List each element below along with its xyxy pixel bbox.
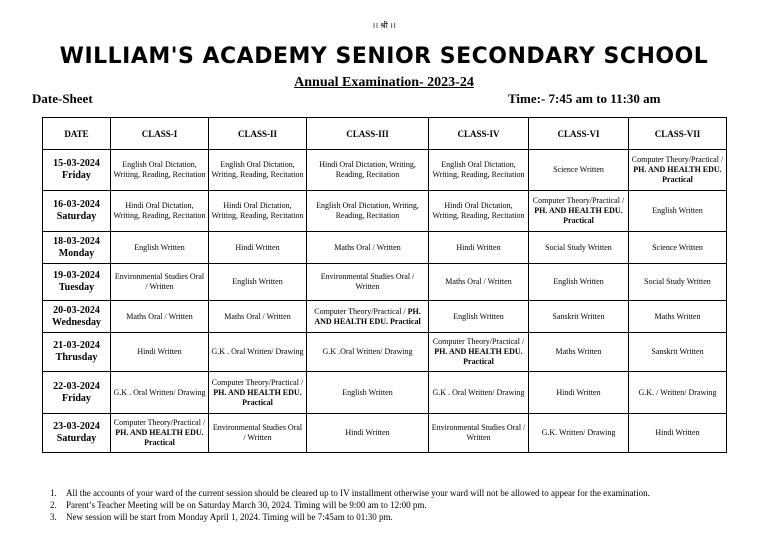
exam-date-cell	[43, 333, 111, 372]
subject-cell	[629, 414, 727, 453]
subject-bold-text: PH. AND HEALTH EDU. Practical	[314, 306, 421, 326]
table-row	[43, 264, 727, 301]
exam-day: Saturday	[56, 433, 97, 444]
subject-text: Computer Theory/Practical /	[432, 337, 525, 346]
table-row	[43, 372, 727, 414]
exam-day: Friday	[62, 392, 91, 404]
date-sheet-table	[42, 117, 727, 453]
subject-text: Hindi Oral Dictation, Writing, Reading, Recitation	[319, 160, 416, 179]
subject-cell	[209, 333, 307, 372]
subject-cell	[209, 414, 307, 453]
subject-cell	[209, 301, 307, 333]
subject-text: English Written	[134, 242, 185, 252]
subject-cell	[629, 150, 727, 191]
subject-bold-text: PH. AND HEALTH EDU. Practical	[633, 165, 722, 184]
subject-cell	[307, 264, 429, 301]
subject-cell	[111, 264, 209, 301]
subject-text: Hindi Written	[655, 428, 700, 437]
column-header: DATE	[43, 118, 111, 150]
subject-text: Computer Theory/Practical /	[113, 418, 206, 427]
exam-title: Annual Examination- 2023-24	[294, 75, 474, 90]
subject-cell	[209, 372, 307, 414]
subject-text: English Written	[453, 311, 504, 321]
subject-cell	[429, 232, 529, 264]
subject-cell	[429, 150, 529, 191]
table-body	[43, 150, 727, 453]
exam-date-cell	[43, 150, 111, 191]
exam-date: 18-03-2024	[53, 235, 100, 247]
note-number: 2.	[50, 500, 57, 510]
subject-cell	[429, 333, 529, 372]
exam-date: 15-03-2024	[53, 158, 100, 169]
subject-cell	[629, 372, 727, 414]
subject-cell	[429, 191, 529, 232]
subject-text: Social Study Written	[545, 242, 612, 252]
subject-text: Maths Oral / Written	[334, 242, 401, 252]
subject-text: Hindi Written	[456, 242, 501, 252]
subject-text: Computer Theory/Practical /	[532, 196, 625, 205]
subject-text: Environmental Studies Oral / Written	[114, 272, 205, 291]
column-header: CLASS-III	[307, 118, 429, 150]
note-text: All the accounts of your ward of the current session should be cleared up to IV installment otherwise your ward will not be allowed to appear for the examination.	[66, 488, 650, 498]
subject-cell	[529, 264, 629, 301]
subject-cell	[209, 264, 307, 301]
subject-text: Computer Theory/Practical /	[211, 377, 304, 387]
subject-text: G.K . Oral Written/ Drawing	[432, 387, 525, 397]
note-item	[50, 499, 650, 511]
subject-text: English Written	[553, 277, 604, 286]
exam-date-cell	[43, 264, 111, 301]
subject-cell	[529, 372, 629, 414]
subject-cell	[209, 232, 307, 264]
subject-text: English Oral Dictation, Writing, Reading, Recitation	[211, 160, 304, 179]
exam-date: 19-03-2024	[53, 270, 100, 281]
notes-list	[50, 487, 650, 523]
subject-cell	[307, 372, 429, 414]
column-header: CLASS-I	[111, 118, 209, 150]
subject-cell	[529, 333, 629, 372]
exam-date-cell	[43, 191, 111, 232]
subject-cell	[111, 150, 209, 191]
subject-text: G.K. / Written/ Drawing	[638, 387, 717, 397]
subject-text: English Written	[652, 206, 703, 215]
subject-cell	[307, 232, 429, 264]
subject-text: G.K . Oral Written/ Drawing	[211, 347, 304, 356]
subject-cell	[111, 414, 209, 453]
exam-date-cell	[43, 232, 111, 264]
subject-text: Maths Oral / Written	[224, 311, 291, 321]
subject-cell	[111, 232, 209, 264]
exam-date-cell	[43, 372, 111, 414]
note-item	[50, 511, 650, 523]
exam-day: Monday	[58, 247, 95, 259]
subject-text: G.K . Oral Written/ Drawing	[113, 387, 206, 397]
subject-cell	[111, 333, 209, 372]
subject-cell	[111, 301, 209, 333]
subject-cell	[629, 333, 727, 372]
exam-date: 21-03-2024	[53, 340, 100, 351]
subject-cell	[209, 150, 307, 191]
exam-date: 22-03-2024	[53, 380, 100, 392]
subject-text: Hindi Oral Dictation, Writing, Reading, Recitation	[113, 201, 206, 220]
subject-cell	[111, 191, 209, 232]
subject-cell	[629, 301, 727, 333]
exam-date: 23-03-2024	[53, 421, 100, 432]
subject-cell	[529, 191, 629, 232]
exam-timing: Time:- 7:45 am to 11:30 am	[508, 91, 661, 106]
school-name: WILLIAM'S ACADEMY SENIOR SECONDARY SCHOOL	[59, 44, 709, 69]
note-text: Parent’s Teacher Meeting will be on Saturday March 30, 2024. Timing will be 9:00 am to 12:00 pm.	[66, 500, 427, 510]
subject-text: Hindi Written	[345, 428, 390, 437]
subject-cell	[209, 191, 307, 232]
date-sheet-label: Date-Sheet	[32, 91, 93, 106]
subject-text: English Written	[342, 387, 393, 397]
subject-text: G.K. Written/ Drawing	[541, 428, 616, 437]
exam-day: Friday	[62, 170, 91, 181]
subject-cell	[629, 191, 727, 232]
table-header-row	[43, 118, 727, 150]
subject-text: Sanskrit Written	[651, 347, 704, 356]
subject-bold-text: PH. AND HEALTH EDU. Practical	[534, 206, 623, 225]
column-header: CLASS-IV	[429, 118, 529, 150]
note-number: 1.	[50, 488, 57, 498]
subject-bold-text: PH. AND HEALTH EDU. Practical	[115, 428, 204, 447]
subject-text: Hindi Oral Dictation, Writing, Reading, Recitation	[211, 201, 304, 220]
exam-date: 20-03-2024	[53, 304, 100, 316]
table-row	[43, 333, 727, 372]
subject-cell	[529, 232, 629, 264]
table-row	[43, 301, 727, 333]
subject-cell	[529, 301, 629, 333]
subject-text: Maths Written	[654, 311, 701, 321]
subject-text: Environmental Studies Oral / Written	[431, 423, 526, 442]
subject-cell	[307, 150, 429, 191]
subject-text: Hindi Written	[137, 347, 182, 356]
column-header: CLASS-VII	[629, 118, 727, 150]
subject-text: Maths Oral / Written	[126, 311, 193, 321]
exam-date-cell	[43, 414, 111, 453]
subject-bold-text: PH. AND HEALTH EDU. Practical	[213, 387, 302, 407]
note-text: New session will be start from Monday April 1, 2024. Timing will be 7:45am to 01:30 pm.	[66, 512, 393, 522]
subject-text: English Oral Dictation, Writing, Reading, Recitation	[432, 160, 525, 179]
exam-day: Tuesday	[58, 282, 95, 293]
subject-text: English Oral Dictation, Writing, Reading, Recitation	[316, 201, 419, 220]
subject-text: Hindi Written	[556, 387, 601, 397]
subject-cell	[307, 414, 429, 453]
subject-cell	[629, 232, 727, 264]
subject-text: Environmental Studies Oral / Written	[212, 423, 303, 442]
subject-text: Science Written	[553, 165, 604, 174]
subject-cell	[529, 414, 629, 453]
subject-text: Maths Oral / Written	[445, 277, 512, 286]
subject-cell	[529, 150, 629, 191]
table-row	[43, 414, 727, 453]
subject-text: Sanskrit Written	[552, 311, 605, 321]
exam-day: Wednesday	[52, 316, 101, 328]
subject-text: English Written	[232, 277, 283, 286]
subject-cell	[429, 372, 529, 414]
subject-cell	[307, 191, 429, 232]
table-row	[43, 232, 727, 264]
subject-cell	[429, 264, 529, 301]
subject-bold-text: PH. AND HEALTH EDU. Practical	[434, 347, 523, 366]
exam-day: Saturday	[56, 211, 97, 222]
subject-text: English Oral Dictation, Writing, Reading, Recitation	[113, 160, 206, 179]
column-header: CLASS-II	[209, 118, 307, 150]
subject-cell	[307, 333, 429, 372]
subject-cell	[307, 301, 429, 333]
subject-cell	[629, 264, 727, 301]
subject-text: Computer Theory/Practical /	[631, 155, 724, 164]
subject-text: Science Written	[652, 242, 703, 252]
note-number: 3.	[50, 512, 57, 522]
subject-cell	[429, 414, 529, 453]
exam-date: 16-03-2024	[53, 199, 100, 210]
subject-cell	[111, 372, 209, 414]
subject-text: Social Study Written	[644, 277, 711, 286]
note-item	[50, 487, 650, 499]
subject-text: Hindi Oral Dictation, Writing, Reading, Recitation	[432, 201, 525, 220]
subject-text: Hindi Written	[235, 242, 280, 252]
subject-cell	[429, 301, 529, 333]
subject-text: Maths Written	[555, 347, 602, 356]
table-row	[43, 191, 727, 232]
subject-text: G.K .Oral Written/ Drawing	[322, 347, 413, 356]
column-header: CLASS-VI	[529, 118, 629, 150]
exam-date-cell	[43, 301, 111, 333]
exam-day: Thrusday	[55, 352, 98, 363]
invocation-text: ।। श्री ।।	[372, 21, 396, 30]
subject-text: Computer Theory/Practical /	[314, 306, 408, 316]
table-row	[43, 150, 727, 191]
subject-text: Environmental Studies Oral / Written	[320, 272, 415, 291]
